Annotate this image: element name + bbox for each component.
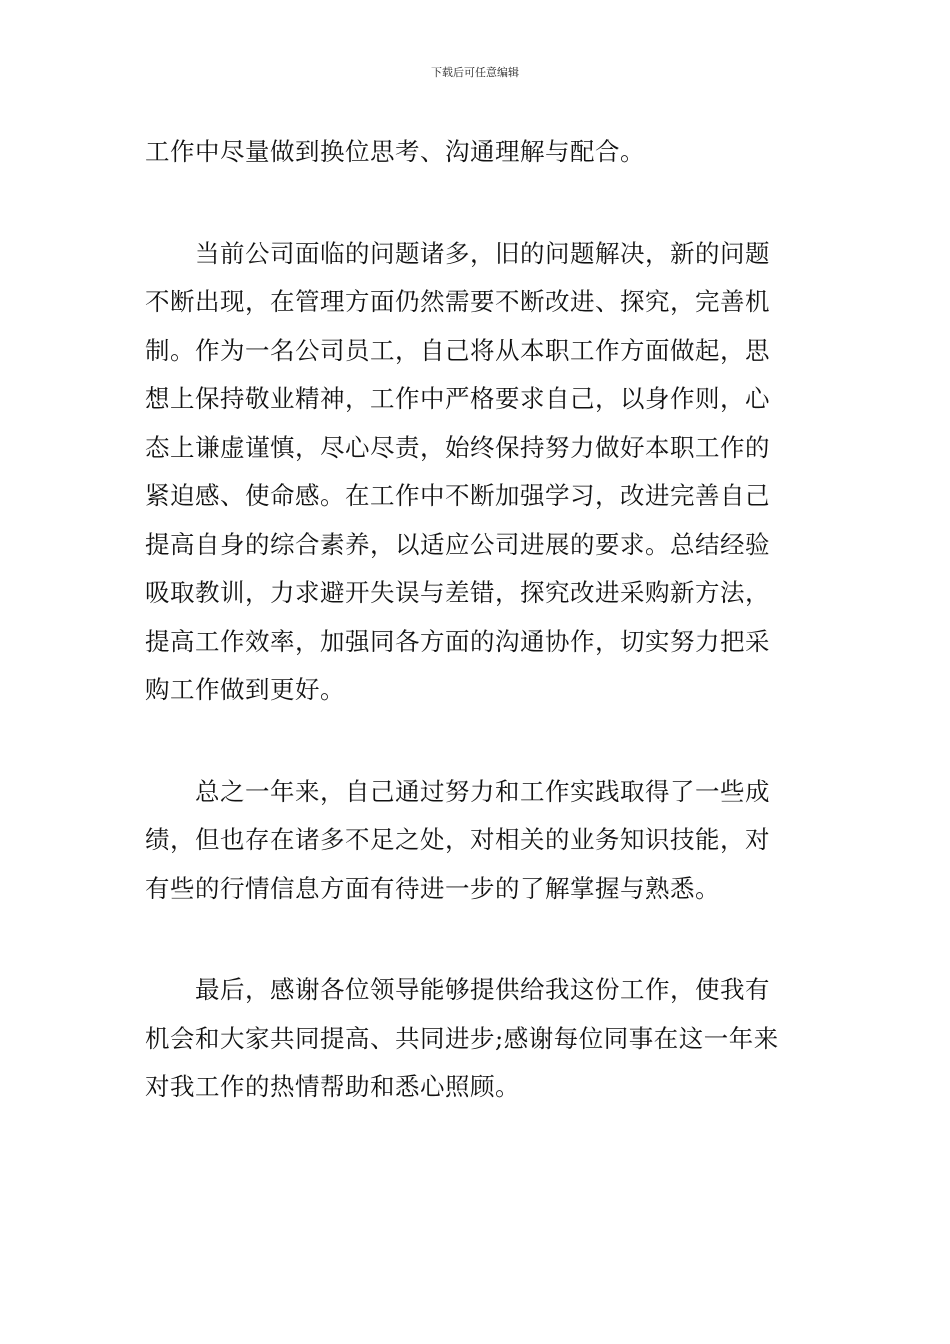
paragraph-spacer	[145, 715, 807, 768]
page-header: 下载后可任意编辑	[431, 66, 519, 79]
text-line: 机会和大家共同提高、共同进步;感谢每位同事在这一年来	[145, 1023, 779, 1053]
text-line: 绩，但也存在诸多不足之处，对相关的业务知识技能，对	[145, 825, 770, 854]
text-line: 紧迫感、使命感。在工作中不断加强学习，改进完善自己	[145, 481, 770, 510]
text-line: 总之一年来，自己通过努力和工作实践取得了一些成	[145, 776, 770, 806]
paragraph-4	[145, 966, 807, 1112]
paragraph-2	[145, 230, 807, 715]
text-line: 想上保持敬业精神，工作中严格要求自己，以身作则，心	[145, 384, 770, 413]
text-line: 购工作做到更好。	[145, 675, 345, 704]
paragraph-spacer	[145, 177, 807, 230]
text-line: 提高自身的综合素养，以适应公司进展的要求。总结经验	[145, 529, 770, 559]
text-line: 对我工作的热情帮助和悉心照顾。	[145, 1072, 520, 1101]
text-line: 工作中尽量做到换位思考、沟通理解与配合。	[145, 137, 645, 166]
paragraph-1	[145, 128, 807, 177]
text-line: 当前公司面临的问题诸多，旧的问题解决，新的问题	[145, 238, 770, 268]
paragraph-3	[145, 768, 807, 914]
text-line: 有些的行情信息方面有待进一步的了解掌握与熟悉。	[145, 873, 720, 903]
text-line: 提高工作效率，加强同各方面的沟通协作，切实努力把采	[145, 626, 770, 656]
text-line: 制。作为一名公司员工，自己将从本职工作方面做起，思	[145, 335, 770, 365]
text-line: 吸取教训，力求避开失误与差错，探究改进采购新方法，	[145, 578, 770, 607]
text-line: 态上谦虚谨慎，尽心尽责，始终保持努力做好本职工作的	[145, 432, 770, 462]
text-line: 不断出现，在管理方面仍然需要不断改进、探究，完善机	[145, 287, 770, 316]
document-body	[145, 128, 807, 1112]
paragraph-spacer	[145, 913, 807, 966]
text-line: 最后，感谢各位领导能够提供给我这份工作，使我有	[145, 975, 770, 1004]
